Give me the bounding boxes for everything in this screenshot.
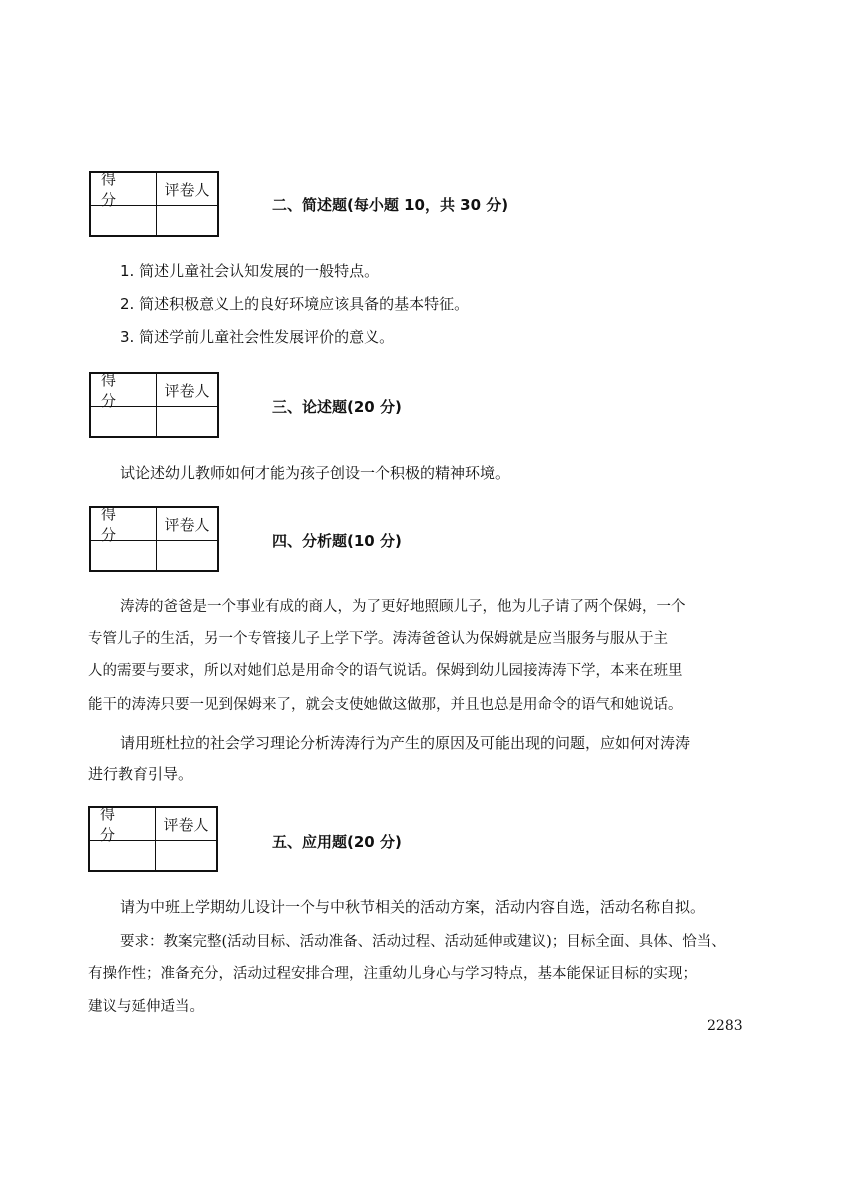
question-text: 试论述幼儿教师如何才能为孩子创设一个积极的精神环境。 bbox=[120, 464, 511, 482]
section-title: 三、论述题(20 分) bbox=[272, 398, 402, 416]
score-box bbox=[89, 372, 219, 438]
grader-label: 评卷人 bbox=[157, 508, 217, 541]
question-item: 1. 简述儿童社会认知发展的一般特点。 bbox=[120, 262, 380, 280]
score-label: 得分 bbox=[90, 808, 156, 841]
grader-cell bbox=[157, 407, 217, 436]
grader-label: 评卷人 bbox=[157, 374, 217, 407]
page-number: 2283 bbox=[707, 1018, 743, 1034]
score-cell bbox=[91, 206, 157, 235]
score-box bbox=[88, 806, 218, 872]
case-line: 人的需要与要求，所以对她们总是用命令的语气说话。保姆到幼儿园接涛涛下学，本来在班里 bbox=[88, 663, 683, 679]
score-box bbox=[89, 506, 219, 572]
grader-cell bbox=[156, 841, 216, 870]
question-text: 请为中班上学期幼儿设计一个与中秋节相关的活动方案，活动内容自选，活动名称自拟。 bbox=[120, 898, 706, 916]
grader-label: 评卷人 bbox=[156, 808, 216, 841]
requirement-line: 要求：教案完整(活动目标、活动准备、活动过程、活动延伸或建议)；目标全面、具体、恰当、 bbox=[120, 934, 726, 950]
score-box bbox=[89, 171, 219, 237]
section-title: 五、应用题(20 分) bbox=[272, 833, 402, 851]
grader-cell bbox=[157, 541, 217, 570]
section-title: 四、分析题(10 分) bbox=[272, 532, 402, 550]
question-line: 进行教育引导。 bbox=[88, 765, 194, 783]
case-line: 能干的涛涛只要一见到保姆来了，就会支使她做这做那，并且也总是用命令的语气和她说话。 bbox=[88, 697, 683, 713]
score-label: 得分 bbox=[91, 508, 157, 541]
grader-cell bbox=[157, 206, 217, 235]
case-line: 专管儿子的生活，另一个专管接儿子上学下学。涛涛爸爸认为保姆就是应当服务与服从于主 bbox=[88, 631, 668, 647]
case-line: 涛涛的爸爸是一个事业有成的商人，为了更好地照顾儿子，他为儿子请了两个保姆，一个 bbox=[120, 599, 686, 615]
section-title: 二、简述题(每小题 10，共 30 分) bbox=[272, 196, 509, 214]
requirement-line: 建议与延伸适当。 bbox=[88, 999, 204, 1015]
score-cell bbox=[91, 407, 157, 436]
score-cell bbox=[91, 541, 157, 570]
score-label: 得分 bbox=[91, 173, 157, 206]
question-item: 3. 简述学前儿童社会性发展评价的意义。 bbox=[120, 328, 395, 346]
question-line: 请用班杜拉的社会学习理论分析涛涛行为产生的原因及可能出现的问题，应如何对涛涛 bbox=[120, 734, 691, 752]
score-cell bbox=[90, 841, 156, 870]
requirement-line: 有操作性；准备充分，活动过程安排合理，注重幼儿身心与学习特点，基本能保证目标的实现； bbox=[88, 966, 697, 982]
question-item: 2. 简述积极意义上的良好环境应该具备的基本特征。 bbox=[120, 295, 470, 313]
score-label: 得分 bbox=[91, 374, 157, 407]
grader-label: 评卷人 bbox=[157, 173, 217, 206]
